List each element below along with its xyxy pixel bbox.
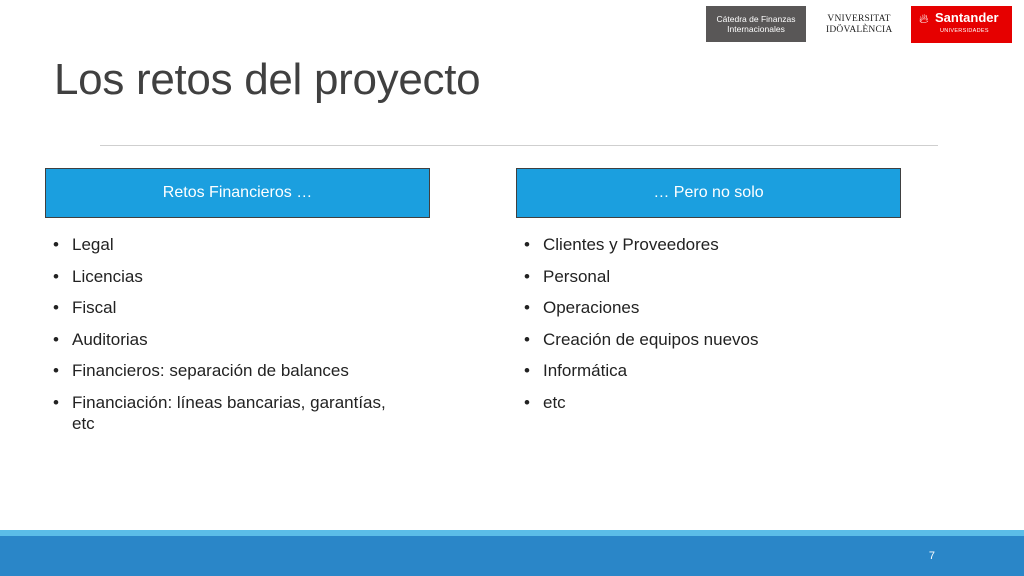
bullet-icon: • — [524, 298, 530, 318]
list-item — [524, 266, 874, 287]
list-item — [53, 329, 403, 350]
santander-sub: UNIVERSIDADES — [940, 28, 989, 34]
list-item — [53, 297, 403, 318]
bullet-icon: • — [53, 235, 59, 254]
catedra-finanzas-logo — [706, 6, 806, 42]
list-item — [524, 360, 874, 381]
title-divider — [100, 145, 938, 146]
list-item-text: Licencias — [72, 266, 143, 286]
universitat-valencia-logo — [826, 6, 892, 42]
list-item — [53, 360, 403, 381]
list-item-text: Financiación: líneas bancarias, garantías, etc — [72, 392, 386, 433]
catedra-logo-line2: Internacionales — [727, 24, 785, 34]
list-item-text: Clientes y Proveedores — [543, 235, 719, 254]
list-item — [53, 392, 403, 434]
page-number: 7 — [928, 550, 935, 562]
bullet-icon: • — [53, 329, 59, 349]
list-item — [524, 234, 874, 255]
bullet-icon: • — [524, 235, 530, 254]
list-item-text: Informática — [543, 361, 628, 381]
list-item — [524, 297, 874, 318]
bullet-icon: • — [524, 392, 530, 412]
right-bullet-list — [524, 234, 874, 424]
flame-icon: 🔥︎ — [919, 11, 929, 26]
list-item — [53, 234, 403, 255]
right-header-box: … Pero no solo — [516, 168, 901, 218]
footer-bar — [0, 536, 1024, 576]
list-item-text: Creación de equipos nuevos — [543, 329, 759, 349]
catedra-logo-line1: Cátedra de Finanzas — [716, 14, 796, 24]
list-item — [524, 329, 874, 350]
bullet-icon: • — [524, 361, 530, 381]
list-item-text: etc — [543, 392, 566, 412]
list-item-text: Financieros: separación de balances — [72, 361, 349, 381]
left-bullet-list — [53, 234, 403, 445]
uv-logo-line1: VNIVERSITAT — [827, 14, 891, 24]
santander-logo — [911, 6, 1012, 43]
list-item-text: Fiscal — [72, 298, 117, 318]
santander-brand: Santander — [935, 10, 999, 25]
bullet-icon: • — [524, 266, 530, 286]
list-item — [524, 392, 874, 413]
bullet-icon: • — [53, 392, 59, 412]
uv-logo-line2: IDÖVALÈNCIA — [826, 25, 893, 35]
left-header-box: Retos Financieros … — [45, 168, 430, 218]
list-item-text: Auditorias — [72, 329, 148, 349]
bullet-icon: • — [524, 329, 530, 349]
slide-title: Los retos del proyecto — [54, 55, 481, 104]
list-item-text: Legal — [72, 235, 114, 254]
list-item-text: Personal — [543, 266, 611, 286]
bullet-icon: • — [53, 266, 59, 286]
list-item — [53, 266, 403, 287]
bullet-icon: • — [53, 298, 59, 318]
list-item-text: Operaciones — [543, 298, 640, 318]
bullet-icon: • — [53, 361, 59, 381]
